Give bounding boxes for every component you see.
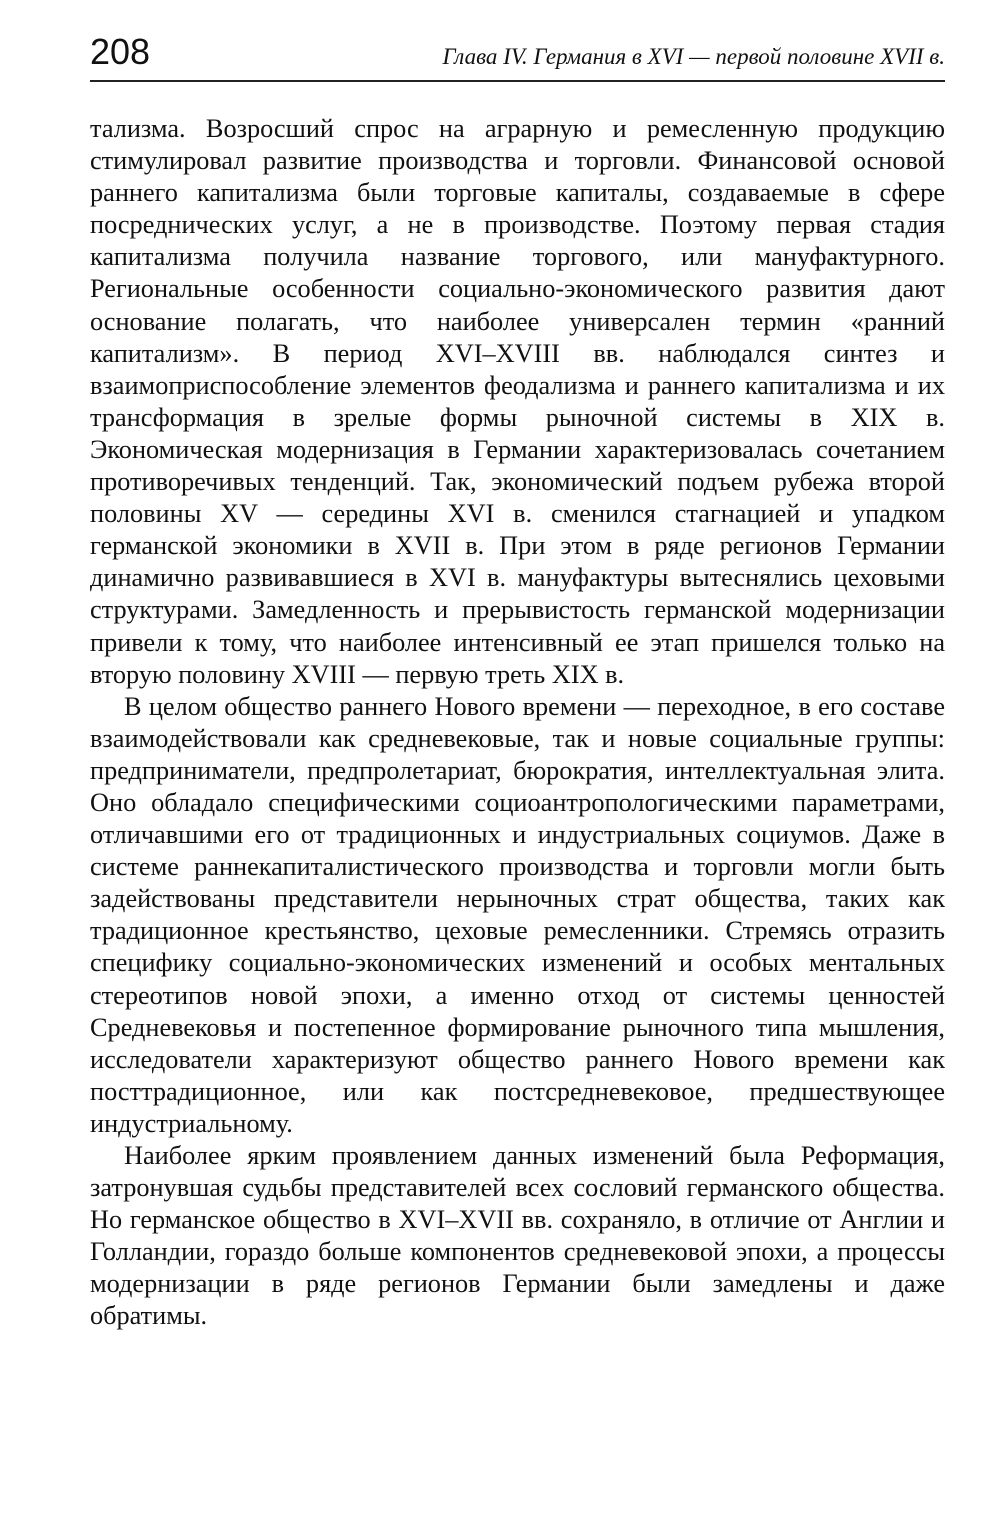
- paragraph-continuation: тализма. Возросший спрос на аграрную и ремесленную продукцию стимулировал развитие производства и торговли. Финансовой основой раннего капитализма были торговые капиталы, создаваемые в сфере посреднических услуг, а не в производстве. Поэтому первая стадия капитализма получила название торгового, или мануфактурного. Региональные особенности социально-экономического развития дают основание полагать, что наиболее универсален термин «ранний капитализм». В период XVI–XVIII вв. наблюдался синтез и взаимоприспособление элементов феодализма и раннего капитализма и их трансформация в зрелые формы рыночной системы в XIX в. Экономическая модернизация в Германии характеризовалась сочетанием противоречивых тенденций. Так, экономический подъем рубежа второй половины XV — середины XVI в. сменился стагнацией и упадком германской экономики в XVII в. При этом в ряде регионов Германии динамично развивавшиеся в XVI в. мануфактуры вытеснялись цеховыми структурами. Замедленность и прерывистость германской модернизации привели к тому, что наиболее интенсивный ее этап пришелся только на вторую половину XVIII — первую треть XIX в.: [90, 114, 945, 689]
- paragraph-reformation: Наиболее ярким проявлением данных изменений была Реформация, затронувшая судьбы представителей всех сословий германского общества. Но германское общество в XVI–XVII вв. сохраняло, в отличие от Англии и Голландии, гораздо больше компонентов средневековой эпохи, а процессы модернизации в ряде регионов Германии были замедлены и даже обратимы.: [90, 1141, 945, 1331]
- chapter-title: Глава IV. Германия в XVI — первой половине XVII в.: [442, 44, 945, 69]
- body-text: [90, 113, 945, 1333]
- running-head: [90, 30, 945, 82]
- page-number: 208: [90, 31, 151, 72]
- book-page: [90, 30, 945, 1333]
- paragraph-early-modern-society: В целом общество раннего Нового времени — переходное, в его составе взаимодействовали как средневековые, так и новые социальные группы: предприниматели, предпролетариат, бюрократия, интеллектуальная элита. Оно обладало специфическими социоантропологическими параметрами, отличавшими его от традиционных и индустриальных социумов. Даже в системе раннекапиталистического производства и торговли могли быть задействованы представители нерыночных страт общества, таких как традиционное крестьянство, цеховые ремесленники. Стремясь отразить специфику социально-экономических изменений и особых ментальных стереотипов новой эпохи, а именно отход от системы ценностей Средневековья и постепенное формирование рыночного типа мышления, исследователи характеризуют общество раннего Нового времени как посттрадиционное, или как постсредневековое, предшествующее индустриальному.: [90, 691, 945, 1138]
